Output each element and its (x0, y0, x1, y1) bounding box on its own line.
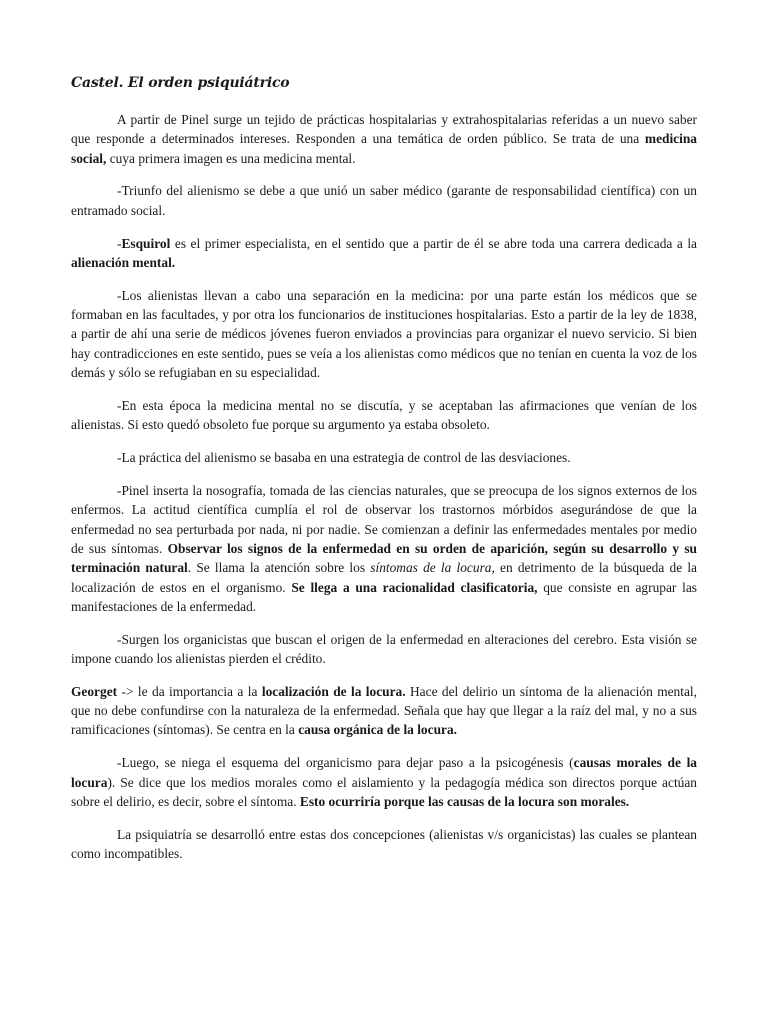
bold-text: alienación mental. (71, 254, 176, 270)
text-segment: -La práctica del alienismo se basaba en una estrategia de control de las desviaciones. (117, 450, 571, 466)
bold-text: causa orgánica de la locura. (298, 722, 458, 738)
paragraph (71, 825, 697, 864)
paragraph (71, 234, 697, 273)
text-segment: Hace del delirio un síntoma de la alienación mental, que no debe confundirse con la naturaleza de la enfermedad. Señala que hay que llegar a la raíz del mal, y no a sus ramificaciones (síntomas). Se centra en la (71, 683, 697, 738)
text-segment: -> le da importancia a la (117, 683, 262, 699)
bold-text: Se llega a una racionalidad clasificatoria, (291, 579, 538, 595)
text-segment: -Surgen los organicistas que buscan el origen de la enfermedad en alteraciones del cerebro. Esta visión se impone cuando los alienistas pierden el crédito. (71, 631, 697, 666)
text-segment: que consiste en agrupar las manifestaciones de la enfermedad. (71, 579, 697, 614)
text-segment: La psiquiatría se desarrolló entre estas dos concepciones (alienistas v/s organicistas) las cuales se plantean como incompatibles. (71, 826, 697, 862)
paragraph (71, 481, 697, 616)
text-segment: ). Se dice que los medios morales como el aislamiento y la pedagogía médica son directos porque actúan sobre el delirio, es decir, sobre el síntoma. (71, 774, 697, 809)
bold-text: Esto ocurriría porque las causas de la locura son morales. (299, 793, 630, 809)
paragraph (71, 630, 697, 669)
paragraph (71, 753, 697, 811)
bold-text: medicina social, (71, 131, 697, 166)
text-segment: - (117, 235, 122, 251)
paragraph (71, 181, 697, 220)
bold-text: causas morales de la locura (71, 755, 697, 790)
paragraph (71, 286, 697, 382)
bold-text: Esquirol (121, 235, 171, 251)
text-segment: -Triunfo del alienismo se debe a que unió un saber médico (garante de responsabilidad científica) con un entramado social. (71, 183, 697, 218)
text-segment: . Se llama la atención sobre los (187, 560, 371, 576)
text-segment: cuya primera imagen es una medicina mental. (106, 150, 356, 166)
paragraph (71, 110, 697, 168)
text-segment: A partir de Pinel surge un tejido de prácticas hospitalarias y extrahospitalarias referidas a un nuevo saber que responde a determinados intereses. Responden a una temática de orden público. Se trata de una (71, 112, 697, 147)
document-body (71, 110, 697, 863)
text-segment: -En esta época la medicina mental no se discutía, y se aceptaban las afirmaciones que venían de los alienistas. Si esto quedó obsoleto fue porque su argumento ya estaba obsoleto. (71, 397, 697, 433)
text-segment: -Los alienistas llevan a cabo una separación en la medicina: por una parte están los médicos que se formaban en las facultades, y por otra los funcionarios de instituciones hospitalarias. Esto a partir de la ley de 1838, a partir de ahí una serie de médicos jóvenes fueron enviados a provincias para organizar el nuevo servicio. Si bien hay contradicciones en este sentido, pues se veía a los alienistas como médicos que no tenían en cuenta la voz de los demás y sólo se refugiaban en su especialidad. (71, 287, 697, 381)
text-segment: -Pinel inserta la nosografía, tomada de las ciencias naturales, que se preocupa de los signos externos de los enfermos. La actitud científica cumplía el rol de observar los trastornos mórbidos asegurándose de que la enfermedad no sea perturbada por nada, ni por nadie. Se comienzan a definir las enfermedades mentales por medio de sus síntomas. (71, 483, 697, 556)
paragraph (71, 396, 697, 435)
italic-text: síntomas de la locura (370, 560, 492, 576)
bold-text: Observar los signos de la enfermedad en su orden de aparición, según su desarrollo y su terminación natural (71, 540, 697, 576)
paragraph (71, 682, 697, 740)
text-segment: es el primer especialista, en el sentido que a partir de él se abre toda una carrera dedicada a la (170, 235, 697, 251)
text-segment: -Luego, se niega el esquema del organicismo para dejar paso a la psicogénesis ( (117, 755, 574, 771)
bold-text: Georget (71, 683, 118, 699)
bold-text: localización de la locura. (261, 683, 406, 699)
text-segment: , en detrimento de la búsqueda de la localización de estos en el organismo. (71, 560, 697, 595)
paragraph (71, 448, 697, 467)
document-title: Castel. El orden psiquiátrico (71, 75, 290, 91)
